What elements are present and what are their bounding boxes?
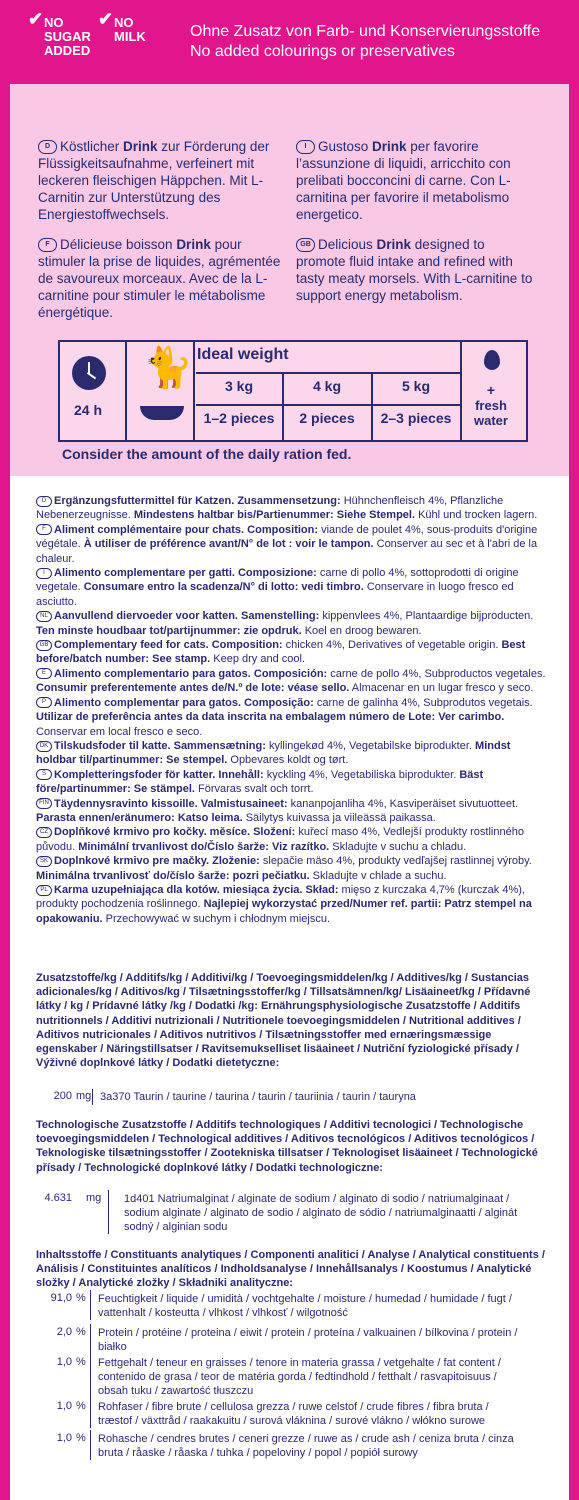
divider (282, 372, 284, 440)
ideal-weight-title: Ideal weight (197, 346, 289, 363)
lang-flag: DK (36, 741, 52, 752)
composition-text: Ergänzungsfuttermittel für Katzen. Zusammensetzung: Hühnchenfleisch 4%, Pflanzliche Nebenerzeugnisse. Mindestens haltbar bis/Partienummer: Siehe Stempel. Kühl und trocken lagern. (36, 495, 538, 522)
pieces-5kg: 2–3 pieces (380, 410, 452, 426)
no-sugar-badge (28, 9, 91, 58)
lang-flag: GB (296, 238, 315, 252)
description-gb (296, 236, 536, 304)
desc-text: zur Förderung der Flüssigkeitsaufnahme, verfeinert mit leckeren fleischigen Häppchen. Mit L-Carnitin zur Unterstützung des Energiestoffwechsels. (38, 139, 270, 222)
divider (90, 1324, 91, 1354)
analytical-unit: % (76, 1326, 86, 1338)
composition-text: Karma uzupełniająca dla kotów. miesiąca życia. Skład: mięso z kurczaka 4,7% (kurczak 4%), produkty pochodzenia roślinnego. Najlepiej wykorzystać przed/Numer ref. partii: Patrz stempel na opakowaniu. Przechowywać w suchym i chłodnym miejscu. (36, 883, 532, 925)
composition-paragraph (36, 609, 546, 638)
analytical-text: Rohfaser / fibre brute / cellulosa grezza / ruwe celstof / crude fibres / fibra bruta / træstof / växttråd / raakakuitu / surová vláknina / surové vlákno / włókno surowe (98, 1401, 489, 1427)
analytical-text: Feuchtigkeit / liquide / umidità / vochtgehalte / moisture / humedad / humidade / fugt / vattenhalt / kosteutta / vlhkost / vlhkosť / wilgotność (98, 1293, 512, 1319)
lang-flag: NL (36, 611, 52, 622)
divider (196, 404, 461, 406)
additive-text: 3a370 Taurin / taurine / taurina / taurin / tauriinia / taurin / tauryna (100, 1091, 416, 1103)
analytical-value: 2,0 (56, 1326, 72, 1338)
plus-sign: + (486, 382, 496, 398)
feeding-note: Consider the amount of the daily ration fed. (62, 446, 352, 462)
analytical-value: 91,0 (50, 1292, 72, 1304)
composition-text: Doplnkové krmivo pre mačky. Zloženie: slepačie mäso 4%, produkty vedľajšej rastlinnej výroby. Minimálna trvanlivosť do/číslo šarže: pozri pečiatku. Skladujte v chlade a suchu. (36, 855, 532, 882)
desc-text: designed to promote fluid intake and refined with tasty meaty morsels. With L-carnitine to support energy metabolism. (296, 237, 533, 303)
badge-text: ADDED (44, 43, 91, 58)
analytical-text: Fettgehalt / teneur en graisses / tenore in materia grassa / vetgehalte / fat content / contenido de grasa / teor de matéria gorda / fedtindhold / fetthalt / rasvapitoisuus / obsah tuku / zawartość tłuszczu (98, 1357, 501, 1397)
badge-text: NO (44, 15, 64, 30)
technological-heading: Technologische Zusatzstoffe / Additifs technologiques / Additivi tecnologici / Technologische toevoegingsmiddelen / Technological additives / Aditivos tecnológicos / Aditivos tecnológicos / Teknologiske tilsætningsstoffer / Zootekniska tillsatser / Teknologiset lisäaineet / Technologické přísady / Technologické doplnkové látky / Dodatki technologiczne: (36, 1119, 538, 1174)
composition-text: Aanvullend diervoeder voor katten. Samenstelling: kippenvlees 4%, Plantaardige bijproducten. Ten minste houdbaar tot/partijnummer: zie opdruk. Koel en droog bewaren. (36, 610, 534, 637)
lang-flag: GB (36, 640, 52, 651)
divider (196, 372, 461, 374)
feeding-table (58, 340, 528, 442)
desc-text: pour stimuler la prise de liquides, agrémentée de savoureux morceaux. Avec de la L-carnitine pour stimuler le métabolisme énergétique. (38, 237, 281, 320)
description-de (38, 138, 288, 223)
no-milk-badge (98, 9, 146, 44)
divider (371, 372, 373, 440)
clock-icon (72, 356, 106, 390)
desc-text: per favorire l’assunzione di liquidi, arricchito con prelibati bocconcini di carne. Con L-carnitina per favorire il metabolismo energetico. (296, 139, 511, 222)
divider (90, 1430, 91, 1460)
lang-flag: SK (36, 856, 52, 867)
badge-text: NO (114, 15, 134, 30)
check-icon: ✔ (98, 9, 114, 29)
lang-flag: D (36, 496, 52, 507)
analytical-unit: % (76, 1356, 86, 1368)
composition-paragraph (36, 494, 546, 523)
analytical-unit: % (76, 1292, 86, 1304)
composition-text: Täydennysravinto kissoille. Valmistusaineet: kananpojanliha 4%, Kasviperäiset sivutuotteet. Parasta ennen/eränumero: Katso leima. Säilytys kuivassa ja viileässä paikassa. (36, 797, 519, 824)
analytical-text: Rohasche / cendres brutes / ceneri grezze / ruwe as / crude ash / ceniza bruta / cinza bruta / råaske / råaska / tuhka / popeloviny / popol / popiół surowy (98, 1433, 514, 1459)
additives-heading: Zusatzstoffe/kg / Additifs/kg / Additivi/kg / Toevoegingsmiddelen/kg / Additives/kg / Sustancias adicionales/kg / Aditivos/kg / Tilsætningsstoffer/kg / Tillsatsämnen/kg/ Lisäaineet/kg / Přídavné látky / kg / Prídavné látky /kg / Dodatki /kg: Ernährungsphysiologische Zusatzstoffe / Additifs nutritionnels / Additivi nutrizionali / Nutritionele toevoegingsmiddelen / Nutritional additives / Aditivos nutricionales / Aditivos nutritivos / Tilsætningsstoffer med ernæringsmæssige egenskaber / Näringstillsatser / Ravitsemukselliset lisäaineet / Nutriční fyziologické přísady / Výživné doplnkové látky / Dodatki dietetyczne: (36, 972, 531, 1070)
analytical-value: 1,0 (56, 1356, 72, 1368)
weight-4kg: 4 kg (312, 378, 341, 394)
headline (190, 22, 540, 62)
additive-value: 200 (53, 1090, 72, 1102)
frame-right (569, 84, 579, 1500)
desc-text: Gustoso (318, 139, 373, 154)
headline-en: No added colourings or preservatives (190, 43, 456, 60)
analytical-value: 1,0 (56, 1432, 72, 1444)
composition-text: Aliment complémentaire pour chats. Composition: viande de poulet 4%, sous-produits d'origine végétale. À utiliser de préférence avant/N° de lot : voir le tampon. Conserver au sec et à l'abri de la chaleur. (36, 523, 538, 565)
divider (90, 1290, 91, 1320)
analytical-value: 1,0 (56, 1400, 72, 1412)
lang-flag: P (36, 697, 52, 708)
lang-flag: F (38, 238, 57, 252)
badge-text: SUGAR (44, 29, 91, 44)
weight-5kg: 5 kg (401, 378, 430, 394)
divider (90, 1398, 91, 1428)
lang-flag: FIN (36, 798, 52, 809)
analytical-unit: % (76, 1400, 86, 1412)
divider (92, 1089, 93, 1105)
desc-text: Délicieuse boisson (60, 237, 177, 252)
lang-flag: CZ (36, 827, 52, 838)
cat-icon: 🐈 (143, 346, 193, 390)
composition-text: Tilskudsfoder til katte. Sammensætning: kyllingekød 4%, Vegetabilske biprodukter. Mindst holdbar til/partinummer: Se stempel. Opbevares koldt og tørt. (36, 739, 511, 767)
composition-paragraph (36, 854, 546, 883)
desc-text: Delicious (318, 237, 377, 252)
fresh-water: fresh water (474, 398, 508, 428)
composition-text: Alimento complementario para gatos. Composición: carne de pollo 4%, Subproductos vegetales. Consumir preferentemente antes de/N.º de lote: véase sello. Almacenar en un lugar fresco y seco. (36, 667, 546, 695)
feeding-period: 24 h (74, 402, 103, 418)
check-icon: ✔ (28, 9, 44, 29)
composition-text: Alimento complementare per gatti. Composizione: carne di pollo 4%, sottoprodotti di origine vegetale. Consumare entro la scadenza/N° di lotto: vedi timbro. Conservare in luogo fresco ed asciutto. (36, 567, 519, 608)
lang-flag: I (296, 140, 315, 154)
composition-text: Doplňkové krmivo pro kočky. měsíce. Složení: kuřecí maso 4%, Vedlejší produkty rostlinného původu. Minimální trvanlivost do/Číslo šarže: Viz razítko. Skladujte v suchu a chladu. (36, 826, 524, 853)
water-drop-icon (484, 350, 500, 370)
lang-flag: I (36, 568, 52, 579)
divider (90, 1354, 91, 1398)
lang-flag: E (36, 668, 52, 679)
composition-paragraph (36, 883, 546, 926)
technological-text: 1d401 Natriumalginat / alginate de sodium / alginato di sodio / natriumalginaat / sodium alginate / alginato de sodio / alginato de sódio / natriumalginaatti / alginát sodný / alginian sodu (124, 1193, 518, 1233)
composition-block (36, 494, 546, 926)
analytical-heading: Inhaltsstoffe / Constituants analytiques / Componenti analitici / Analyse / Analytical constituents / Análisis / Constituintes analíticos / Indholdsanalyse / Innehållsanalys / Koostumus / Analytické složky / Analytické zložky / Składniki analityczne: (36, 1249, 545, 1290)
composition-paragraph (36, 566, 546, 609)
lang-flag: D (38, 140, 57, 154)
divider (125, 342, 127, 440)
lang-flag: PL (36, 885, 52, 896)
composition-paragraph (36, 638, 546, 667)
badge-text: MILK (114, 29, 146, 44)
composition-paragraph (36, 768, 546, 797)
desc-text: Köstlicher (60, 139, 124, 154)
top-banner (0, 0, 579, 84)
composition-paragraph (36, 797, 546, 826)
pieces-4kg: 2 pieces (299, 410, 355, 426)
description-it (296, 138, 536, 223)
desc-bold: Drink (372, 139, 407, 154)
composition-paragraph (36, 696, 546, 739)
desc-bold: Drink (123, 139, 158, 154)
composition-paragraph (36, 739, 546, 768)
technological-value: 4.631 (44, 1192, 72, 1204)
technological-unit: mg (86, 1192, 102, 1204)
description-fr (38, 236, 288, 321)
lang-flag: F (36, 524, 52, 535)
analytical-text: Protein / protéine / proteina / eiwit / protein / proteína / valkuainen / bílkovina / protein / białko (98, 1327, 518, 1353)
headline-de: Ohne Zusatz von Farb- und Konservierungsstoffe (190, 23, 541, 40)
lang-flag: S (36, 769, 52, 780)
analytical-unit: % (76, 1432, 86, 1444)
composition-text: Alimento complementar para gatos. Composição: carne de galinha 4%, Subprodutos vegetais. Utilizar de preferência antes da data inscrita na embalagem número de Lote: Ver carimbo. Conservar em local fresco e seco. (36, 696, 533, 738)
desc-bold: Drink (176, 237, 211, 252)
composition-text: Kompletteringsfoder för katter. Innehåll: kyckling 4%, Vegetabiliska biprodukter. Bäst före/partinummer: Se stämpel. Förvaras svalt och torrt. (36, 768, 484, 796)
composition-text: Complementary feed for cats. Composition: chicken 4%, Derivatives of vegetable origin. Best before/batch number: See stamp. Keep dry and cool. (36, 639, 526, 666)
divider (108, 1190, 109, 1234)
pieces-3kg: 1–2 pieces (203, 410, 275, 426)
composition-paragraph (36, 523, 546, 566)
weight-3kg: 3 kg (224, 378, 253, 394)
bowl-icon (140, 406, 184, 420)
composition-paragraph (36, 825, 546, 854)
additive-unit: mg (76, 1090, 92, 1102)
desc-bold: Drink (376, 237, 412, 252)
composition-paragraph (36, 667, 546, 696)
frame-left (0, 84, 10, 1500)
